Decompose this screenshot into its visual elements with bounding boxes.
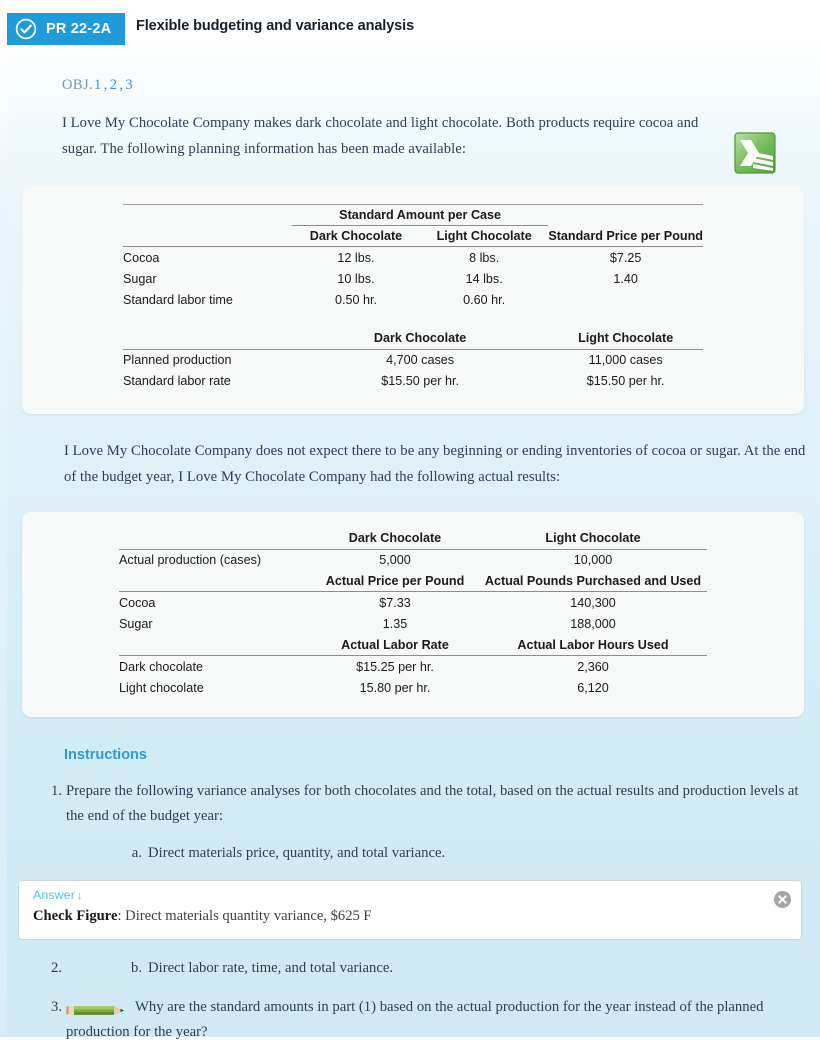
instruction-item-1-continued bbox=[46, 956, 812, 981]
col-header-blank bbox=[119, 635, 311, 656]
table-row bbox=[119, 635, 707, 656]
col-header-light-chocolate: Light Chocolate bbox=[479, 528, 707, 549]
instructions-heading: Instructions bbox=[64, 746, 147, 763]
col-header-dark-chocolate: Dark Chocolate bbox=[311, 528, 479, 549]
instruction-item-1-text: Prepare the following variance analyses for both chocolates and the total, based on the actual results and production levels at the end of the budget year: bbox=[66, 782, 799, 824]
row-label: Light chocolate bbox=[119, 680, 204, 695]
check-figure-label: Check Figure bbox=[33, 907, 118, 924]
table-row bbox=[119, 528, 707, 549]
cell-light: 8 lbs. bbox=[469, 250, 500, 265]
instruction-item-1b: Direct labor rate, time, and total variance. bbox=[148, 959, 394, 976]
cell-dark: 4,700 cases bbox=[386, 353, 455, 367]
instruction-sublist-1b bbox=[66, 956, 812, 981]
cell-price: $7.33 bbox=[379, 595, 411, 610]
cell-light: 11,000 cases bbox=[588, 353, 663, 367]
row-label: Actual production (cases) bbox=[119, 553, 262, 567]
col-header-standard-price: Standard Price per Pound bbox=[548, 226, 703, 247]
actual-results-table bbox=[119, 528, 707, 699]
problem-number-label: PR 22-2A bbox=[46, 21, 112, 37]
table-row bbox=[123, 268, 703, 290]
table-row bbox=[123, 371, 703, 393]
objective-line bbox=[62, 77, 820, 94]
table-row bbox=[119, 549, 707, 571]
objective-separator: , bbox=[103, 77, 108, 93]
objective-separator: , bbox=[119, 77, 124, 93]
cell-price: $7.25 bbox=[609, 250, 642, 265]
cell-light: 0.60 hr. bbox=[463, 293, 506, 308]
col-header-blank bbox=[119, 528, 311, 549]
col-header-dark-chocolate: Dark Chocolate bbox=[292, 328, 548, 349]
objective-number: 3 bbox=[125, 77, 134, 93]
instruction-item-1a: Direct materials price, quantity, and total variance. bbox=[148, 844, 446, 861]
answer-toggle-link[interactable] bbox=[33, 888, 787, 902]
objective-prefix: OBJ. bbox=[62, 77, 94, 93]
instruction-sublist-1 bbox=[66, 841, 812, 866]
table-spacer bbox=[123, 311, 703, 328]
cell-dark: 12 lbs. bbox=[337, 250, 375, 265]
row-label: Cocoa bbox=[119, 595, 156, 610]
row-label: Sugar bbox=[119, 616, 153, 631]
problem-number-badge[interactable] bbox=[7, 13, 125, 45]
cell-hours: 6,120 bbox=[577, 680, 609, 695]
answer-box[interactable] bbox=[18, 880, 802, 940]
cell-price: 1.40 bbox=[613, 271, 638, 286]
col-header-light-chocolate: Light Chocolate bbox=[420, 226, 548, 247]
objective-number: 2 bbox=[109, 77, 118, 93]
table-row bbox=[123, 290, 703, 312]
table-row bbox=[119, 677, 707, 699]
cell-pounds: 188,000 bbox=[570, 616, 616, 631]
cell-dark: 0.50 hr. bbox=[334, 293, 377, 308]
close-circle-icon[interactable] bbox=[773, 890, 792, 909]
col-header-light-chocolate: Light Chocolate bbox=[548, 328, 703, 349]
instruction-item-2 bbox=[46, 995, 812, 1045]
planning-data-card bbox=[22, 186, 804, 414]
col-header-blank bbox=[119, 571, 311, 592]
table-row bbox=[119, 592, 707, 614]
col-header-dark-chocolate: Dark Chocolate bbox=[292, 226, 420, 247]
cell-price: 1.35 bbox=[382, 616, 408, 631]
check-circle-icon bbox=[15, 18, 37, 40]
col-header-actual-labor-rate: Actual Labor Rate bbox=[311, 635, 479, 656]
problem-header bbox=[0, 13, 820, 55]
planning-group-header: Standard Amount per Case bbox=[292, 205, 548, 226]
table-row bbox=[123, 349, 703, 371]
excel-spreadsheet-icon[interactable] bbox=[733, 131, 777, 175]
col-header-blank bbox=[123, 328, 292, 349]
pencil-icon bbox=[66, 1000, 128, 1011]
cell-light: 10,000 bbox=[573, 553, 613, 567]
table-row bbox=[119, 656, 707, 678]
objective-number: 1 bbox=[94, 77, 102, 93]
cell-light: $15.50 per hr. bbox=[586, 374, 665, 389]
cell-light: 14 lbs. bbox=[465, 271, 503, 286]
objective-numbers bbox=[93, 77, 134, 93]
instructions-list bbox=[0, 779, 820, 866]
cell-pounds: 140,300 bbox=[570, 595, 616, 610]
row-label: Cocoa bbox=[123, 250, 160, 265]
cell-price bbox=[548, 290, 703, 312]
row-label: Planned production bbox=[123, 353, 232, 367]
col-header-actual-labor-hours: Actual Labor Hours Used bbox=[479, 635, 707, 656]
table-row bbox=[123, 226, 703, 247]
col-header-actual-price: Actual Price per Pound bbox=[311, 571, 479, 592]
table-row bbox=[123, 205, 703, 226]
cell-rate: $15.25 per hr. bbox=[356, 659, 434, 674]
cell-dark: $15.50 per hr. bbox=[381, 374, 459, 389]
table-row bbox=[123, 328, 703, 349]
intro-paragraph: I Love My Chocolate Company makes dark chocolate and light chocolate. Both products require cocoa and sugar. The following planning information has been made available: bbox=[62, 115, 699, 157]
instructions-list-continued bbox=[0, 956, 820, 1045]
cell-rate: 15.80 per hr. bbox=[359, 680, 431, 695]
check-figure-text bbox=[33, 905, 787, 927]
table-row bbox=[123, 247, 703, 269]
table-row bbox=[119, 613, 707, 635]
col-header-blank bbox=[123, 226, 292, 247]
actual-results-card bbox=[22, 512, 804, 717]
instruction-item-1 bbox=[46, 779, 812, 866]
cell-dark: 5,000 bbox=[379, 553, 411, 567]
answer-link-label: Answer bbox=[33, 887, 75, 902]
down-arrow-icon: ↓ bbox=[76, 889, 83, 902]
row-label: Sugar bbox=[123, 271, 157, 286]
cell-hours: 2,360 bbox=[577, 659, 609, 674]
row-label: Dark chocolate bbox=[119, 659, 203, 674]
instruction-item-2-text: Why are the standard amounts in part (1) based on the actual production for the year instead of the planned production for the year? bbox=[66, 998, 764, 1040]
row-label: Standard labor time bbox=[123, 293, 233, 308]
row-label: Standard labor rate bbox=[123, 374, 231, 389]
check-figure-value: : Direct materials quantity variance, $625 F bbox=[117, 907, 372, 924]
cell-dark: 10 lbs. bbox=[337, 271, 375, 286]
table-row bbox=[119, 571, 707, 592]
page-title: Flexible budgeting and variance analysis bbox=[136, 18, 415, 34]
col-header-actual-pounds: Actual Pounds Purchased and Used bbox=[479, 571, 707, 592]
mid-paragraph: I Love My Chocolate Company does not expect there to be any beginning or ending inventories of cocoa or sugar. At the end of the budget year, I Love My Chocolate Company had the following actual results: bbox=[64, 443, 806, 485]
problem-page bbox=[0, 13, 820, 1045]
planning-table bbox=[123, 204, 703, 392]
